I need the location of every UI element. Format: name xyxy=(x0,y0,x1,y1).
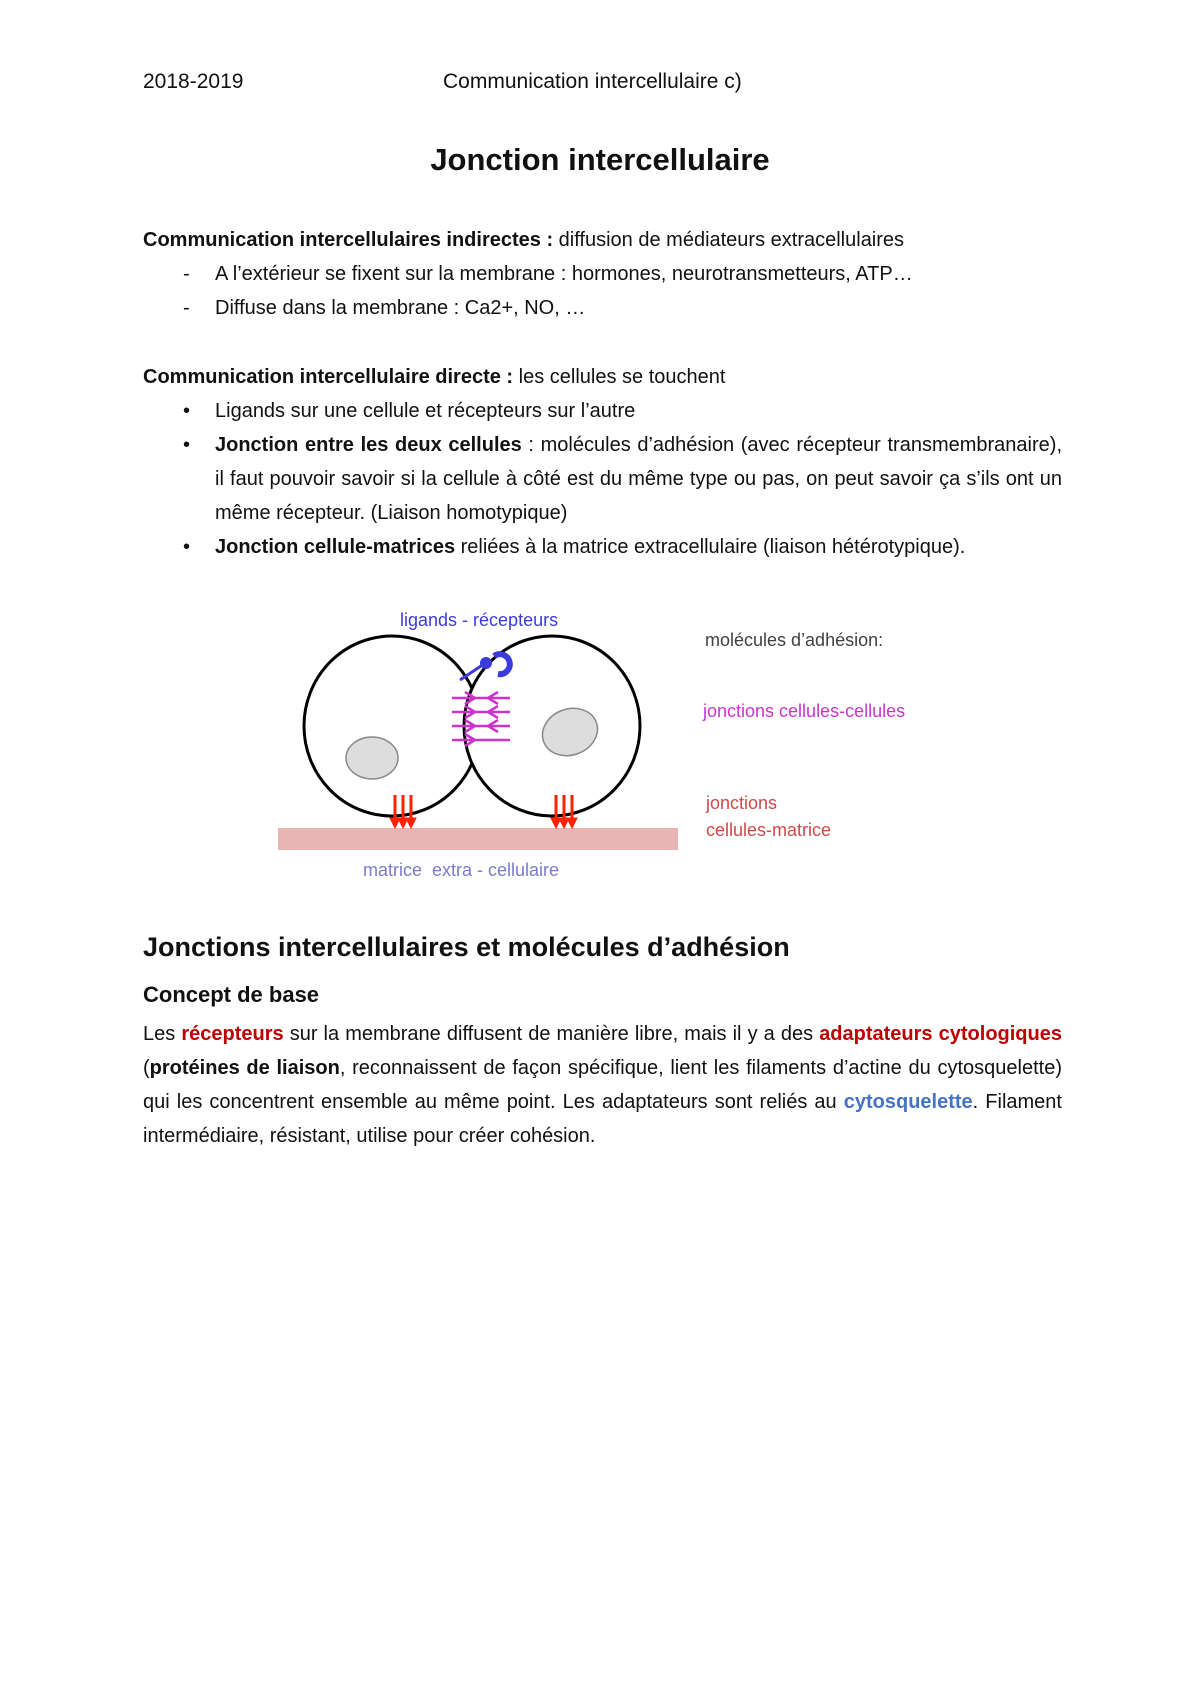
direct-list xyxy=(143,394,1062,564)
left-nucleus xyxy=(346,737,398,779)
list-item xyxy=(143,291,1062,325)
section-subheading: Concept de base xyxy=(143,982,320,1007)
proteines-term: protéines de liaison xyxy=(149,1057,340,1079)
ligands-label: ligands - récepteurs xyxy=(400,610,559,630)
adhesion-molecules-label: molécules d’adhésion: xyxy=(705,630,884,650)
indirect-text: diffusion de médiateurs extracellulaires xyxy=(553,229,905,251)
section-heading: Jonctions intercellulaires et molécules d’adhésion xyxy=(143,932,790,962)
cell-matrix-label-line1: jonctions xyxy=(706,793,778,813)
list-item-bold: Jonction entre les deux cellules xyxy=(215,434,522,456)
list-item-text: Diffuse dans la membrane : Ca2+, NO, … xyxy=(215,297,586,319)
list-item-text: Ligands sur une cellule et récepteurs sur l’autre xyxy=(215,400,636,422)
text-run: , reconnaissent de façon spécifique, lient les filaments d’actine du cytosquelette) qui les concentrent ensemble au même point. Les adaptateurs sont reliés au xyxy=(143,1057,1062,1113)
header-course: Communication intercellulaire c) xyxy=(443,70,742,93)
cytosquelette-term: cytosquelette xyxy=(843,1091,973,1113)
text-run: sur la membrane diffusent de manière libre, mais il y a des xyxy=(283,1023,820,1045)
list-item-text: reliées à la matrice extracellulaire (liaison hétérotypique). xyxy=(455,536,966,558)
dash-marker: - xyxy=(183,263,190,285)
matrix-label: matrice extra - cellulaire xyxy=(363,860,560,880)
cell-cell-label: jonctions cellules-cellules xyxy=(703,701,906,721)
direct-paragraph xyxy=(143,360,1062,394)
concept-paragraph xyxy=(143,1017,1062,1153)
indirect-list xyxy=(143,257,1062,325)
direct-text: les cellules se touchent xyxy=(513,366,726,388)
matrix-band xyxy=(278,828,678,850)
page-title: Jonction intercellulaire xyxy=(430,142,770,177)
list-item-text: A l’extérieur se fixent sur la membrane : hormones, neurotransmetteurs, ATP… xyxy=(215,263,913,285)
list-item xyxy=(143,428,1062,530)
indirect-paragraph xyxy=(143,223,1062,257)
list-item xyxy=(143,530,1062,564)
cell-junction-figure xyxy=(270,600,970,890)
list-item-text: : molécules d’adhésion (avec récepteur transmembranaire), il faut pouvoir savoir si la cellule à côté est du même type ou pas, on peut savoir ça s’ils ont un même récepteur. (Liaison homotypique) xyxy=(215,434,1062,524)
direct-label: Communication intercellulaire directe : xyxy=(143,366,514,388)
cell-matrix-junction-icon xyxy=(551,795,577,828)
text-run: . Filament intermédiaire, résistant, utilise pour créer cohésion. xyxy=(143,1091,1062,1147)
cell-matrix-junction-icon xyxy=(390,795,416,828)
list-item-bold: Jonction cellule-matrices xyxy=(215,536,456,558)
header-year: 2018-2019 xyxy=(143,70,244,93)
bullet-marker: • xyxy=(183,400,191,422)
bullet-marker: • xyxy=(183,434,191,456)
recepteurs-term: récepteurs xyxy=(181,1023,284,1045)
indirect-label: Communication intercellulaires indirectes : xyxy=(143,229,554,251)
text-run: ( xyxy=(143,1057,150,1079)
dash-marker: - xyxy=(183,297,190,319)
cell-matrix-label-line2: cellules-matrice xyxy=(706,820,832,840)
adaptateurs-term: adaptateurs cytologiques xyxy=(819,1023,1062,1045)
list-item xyxy=(143,257,1062,291)
bullet-marker: • xyxy=(183,536,191,558)
list-item xyxy=(143,394,1062,428)
text-run: Les xyxy=(143,1023,182,1045)
